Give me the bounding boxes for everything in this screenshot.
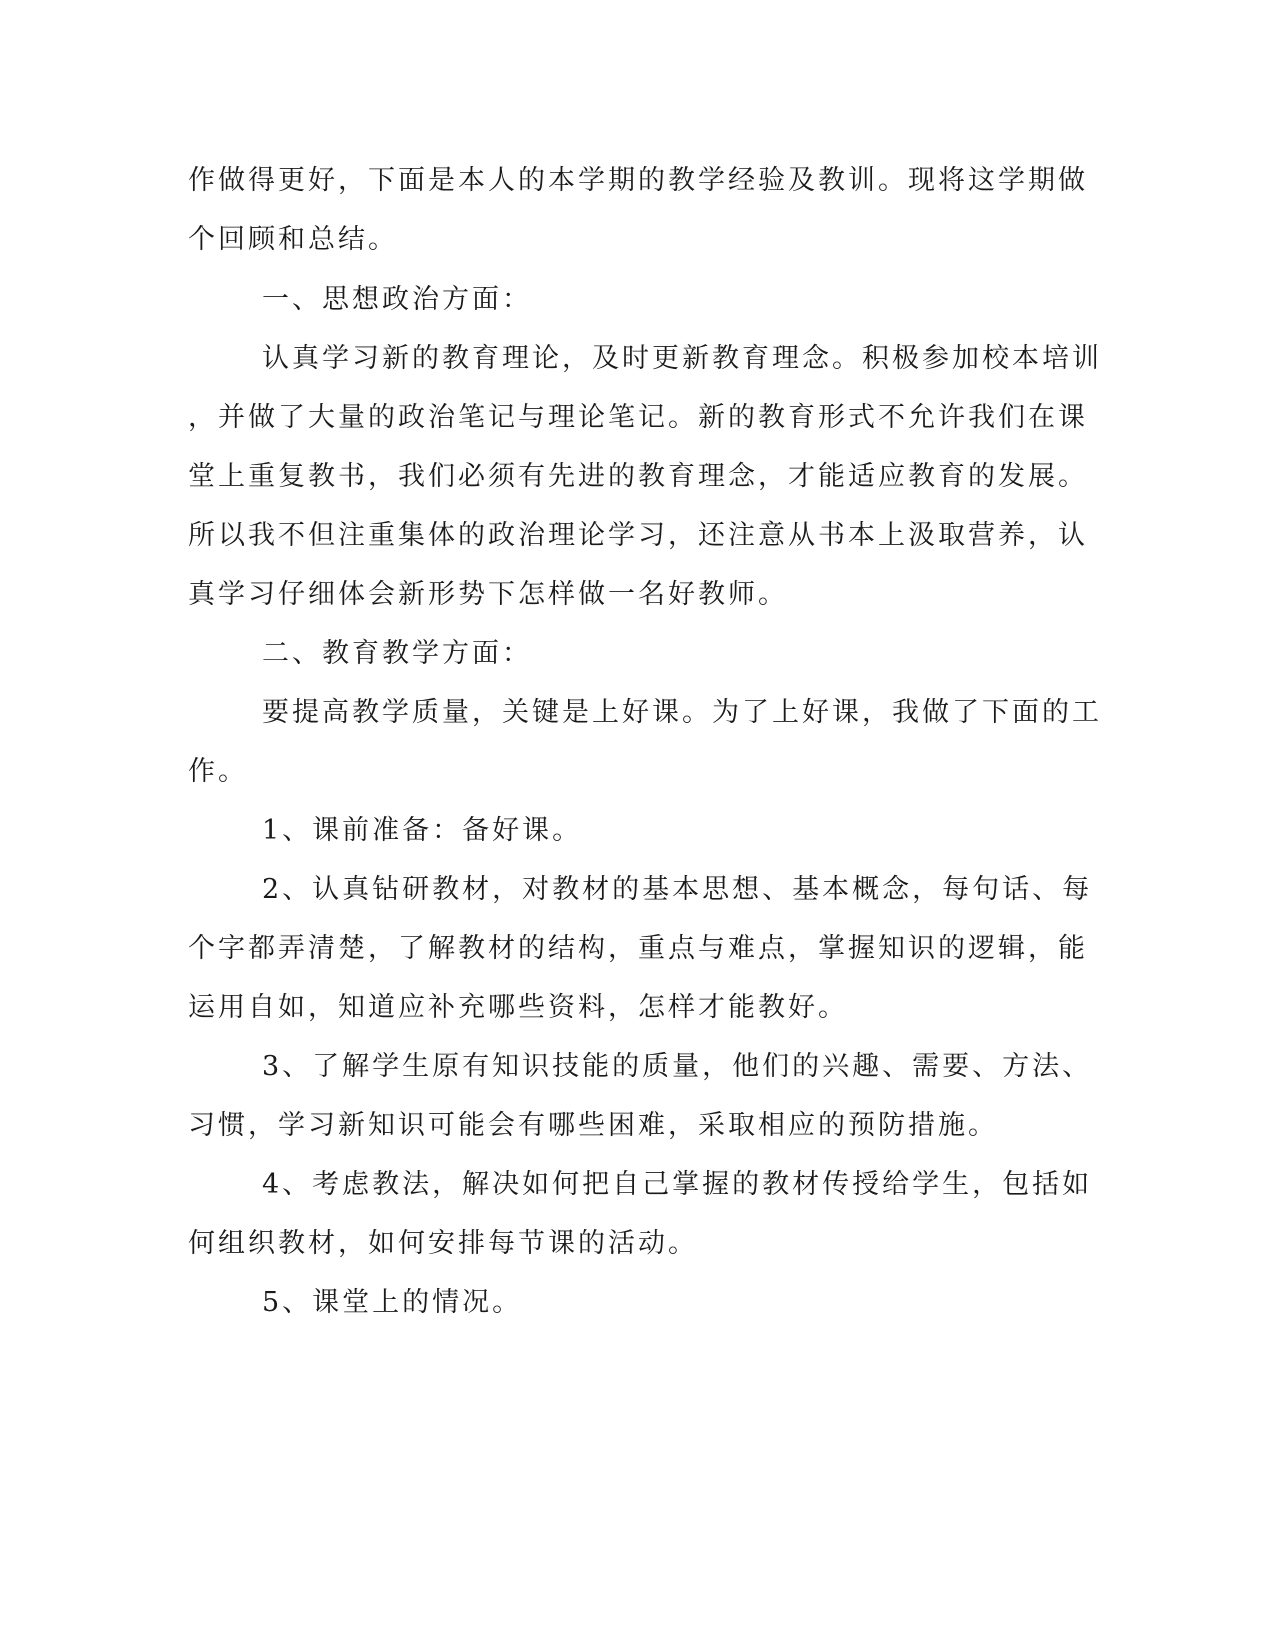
text-line: 认真学习新的教育理论，及时更新教育理念。积极参加校本培训: [262, 343, 1102, 374]
text-line: 个字都弄清楚，了解教材的结构，重点与难点，掌握知识的逻辑，能: [188, 933, 1088, 964]
text-line: 作。: [188, 756, 248, 787]
section-heading: 二、教育教学方面：: [262, 638, 532, 669]
text-line: 作做得更好，下面是本人的本学期的教学经验及教训。现将这学期做: [188, 165, 1088, 196]
list-item: 3、了解学生原有知识技能的质量，他们的兴趣、需要、方法、: [262, 1051, 1093, 1082]
list-item: 2、认真钻研教材，对教材的基本思想、基本概念，每句话、每: [262, 874, 1093, 905]
list-item: 4、考虑教法，解决如何把自己掌握的教材传授给学生，包括如: [262, 1169, 1093, 1200]
text-line: ，并做了大量的政治笔记与理论笔记。新的教育形式不允许我们在课: [188, 402, 1088, 433]
list-item: 1、课前准备：备好课。: [262, 815, 583, 846]
text-line: 何组织教材，如何安排每节课的活动。: [188, 1228, 698, 1259]
text-line: 运用自如，知道应补充哪些资料，怎样才能教好。: [188, 992, 848, 1023]
text-line: 个回顾和总结。: [188, 224, 398, 255]
text-line: 要提高教学质量，关键是上好课。为了上好课，我做了下面的工: [262, 697, 1102, 728]
text-line: 所以我不但注重集体的政治理论学习，还注意从书本上汲取营养，认: [188, 520, 1088, 551]
text-line: 堂上重复教书，我们必须有先进的教育理念，才能适应教育的发展。: [188, 461, 1088, 492]
text-line: 真学习仔细体会新形势下怎样做一名好教师。: [188, 579, 788, 610]
section-heading: 一、思想政治方面：: [262, 284, 532, 315]
text-line: 习惯，学习新知识可能会有哪些困难，采取相应的预防措施。: [188, 1110, 998, 1141]
list-item: 5、课堂上的情况。: [262, 1287, 523, 1318]
